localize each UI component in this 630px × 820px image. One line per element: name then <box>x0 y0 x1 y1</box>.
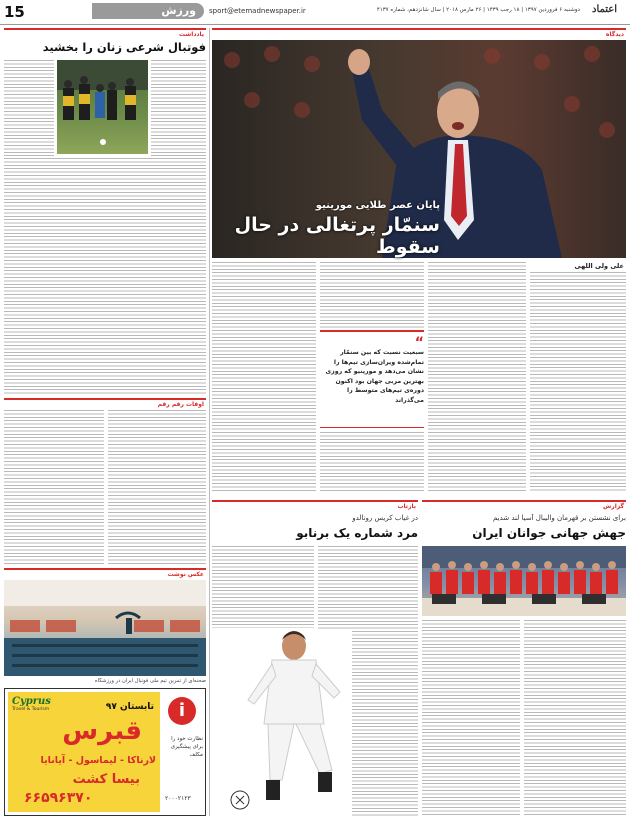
ad-side-phone: ۲۰۰۰۲۱۲۳ <box>165 795 191 802</box>
left-body-text-a <box>4 60 54 156</box>
players-illustration <box>57 60 148 154</box>
top-story-col-3-top <box>320 262 424 328</box>
pullquote-mark: “ <box>414 335 424 351</box>
ad-line: بیسا کشت <box>72 772 140 787</box>
bottom-right-topbar <box>422 500 626 511</box>
bottom-middle-tag: بازتاب <box>397 503 416 510</box>
team-illustration <box>422 546 626 616</box>
newspaper-logo: اعتماد <box>592 4 618 15</box>
left-second-text-b <box>108 410 206 566</box>
left-second-tag: اوقات رقم رقم <box>157 401 204 408</box>
bottom-right-text-a <box>524 620 626 816</box>
ad-title: قبرس <box>62 716 142 746</box>
ad-logo-sub: Travel & Tourism <box>12 707 50 712</box>
left-column-tag: یادداشت <box>179 31 204 38</box>
section-title: ورزش <box>92 3 204 19</box>
bale-illustration <box>212 630 352 816</box>
ad-logo <box>12 696 58 720</box>
pullquote <box>320 330 424 428</box>
ad-logo-name: Cyprus <box>12 696 51 707</box>
info-icon: i <box>168 697 196 725</box>
bale-photo <box>212 630 352 816</box>
cyprus-advertisement <box>4 688 206 816</box>
bottom-middle-headline: مرد شماره یک برنابو <box>296 526 418 540</box>
bottom-right-headline: جهش جهانی جوانان ایران <box>472 526 626 540</box>
photo-box-topbar <box>4 568 206 579</box>
bottom-right-tag: گزارش <box>602 503 624 510</box>
top-story-col-3-bottom <box>320 432 424 492</box>
left-column-topbar <box>4 28 206 39</box>
dateline: دوشنبه ۶ فروردین ۱۳۹۷ | ۱۸ رجب ۱۴۳۹ | ۲۶ مارس ۲۰۱۸ | سال شانزدهم، شماره ۴۱۳۷ <box>376 7 580 13</box>
women-football-photo <box>57 60 148 154</box>
pullquote-text: سبعیت نسبت که بین سنمّار تمام‌شده ویران‌سازی تیم‌ها را نشان می‌دهد و مورینیو که روزی بهترین مربی جهان بود اکنون دوره‌ی تیم‌های متوسط را می‌گذراند <box>325 349 424 404</box>
photo-box-tag: عکس نوشت <box>167 571 204 578</box>
bottom-middle-kicker: در غیاب کریس رونالدو <box>352 514 418 522</box>
section-email: sport@etemadnewspaper.ir <box>209 7 306 15</box>
top-story-tag: دیدگاه <box>605 31 624 38</box>
photo-caption: صحنه‌ای از تمرین تیم ملی فوتبال ایران در ورزشگاه <box>94 678 206 684</box>
ad-cities: لارناکا - لیماسول - آیانایا <box>40 755 156 766</box>
top-story-col-4 <box>212 262 316 492</box>
left-headline: فوتبال شرعی زنان را بخشید <box>42 40 206 54</box>
ad-yellow-panel <box>8 692 160 812</box>
column-divider <box>209 28 210 816</box>
page-number: 15 <box>4 3 25 21</box>
top-story-col-2 <box>428 262 526 492</box>
top-story-author: علی ولی اللهی <box>574 262 624 270</box>
bottom-right-kicker: برای نشستن بر قهرمان والیبال آسیا لند شدیم <box>493 514 626 522</box>
top-story-topbar <box>212 28 626 39</box>
top-story-headline: سنمّار پرتغالی در حال سقوط <box>234 214 440 258</box>
volleyball-team-photo <box>422 546 626 616</box>
top-story-kicker: پایان عصر طلایی مورینیو <box>315 200 440 211</box>
ad-phone: ۶۶۵۹۶۳۷۰ <box>24 790 93 806</box>
stadium-illustration <box>4 580 206 676</box>
stadium-photo <box>4 580 206 676</box>
bottom-middle-topbar <box>212 500 418 511</box>
ad-side-text: نظارت خود را برای پیشگیری مکلف <box>170 736 203 758</box>
top-story-col-1 <box>530 272 626 492</box>
ad-season: تابستان ۹۷ <box>105 702 154 712</box>
left-second-text-a <box>4 410 104 566</box>
left-body-text-b <box>151 60 206 156</box>
masthead <box>0 0 630 25</box>
left-body-text-c <box>4 158 206 394</box>
left-second-topbar <box>4 398 206 409</box>
bottom-middle-text-left-top <box>212 546 314 628</box>
bottom-right-text-b <box>422 620 520 816</box>
